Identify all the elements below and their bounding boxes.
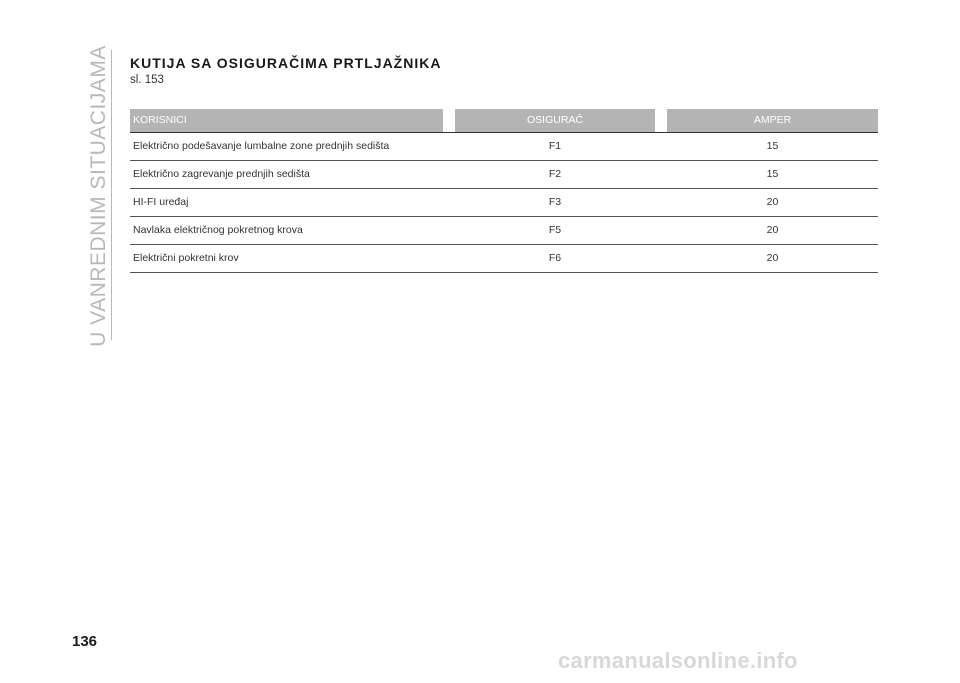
section-side-rule — [111, 50, 112, 340]
table-row — [130, 133, 878, 161]
cell-user: Električno podešavanje lumbalne zone prednjih sedišta — [133, 140, 390, 152]
cell-fuse: F2 — [548, 168, 562, 180]
page-title: KUTIJA SA OSIGURAČIMA PRTLJAŽNIKA — [130, 55, 442, 71]
table-row — [130, 189, 878, 217]
cell-user: HI-FI uređaj — [133, 196, 189, 208]
cell-amper: 15 — [766, 140, 779, 152]
cell-user: Navlaka električnog pokretnog krova — [133, 224, 303, 236]
header-spacer — [655, 109, 667, 132]
section-side-title-text: U VANREDNIM SITUACIJAMA — [87, 45, 111, 347]
cell-fuse: F1 — [548, 140, 562, 152]
cell-amper: 20 — [766, 224, 779, 236]
column-header-amper: AMPER — [667, 109, 878, 132]
fuse-table — [130, 109, 878, 273]
table-header — [130, 109, 878, 133]
section-side-title — [84, 45, 114, 347]
cell-user: Električno zagrevanje prednjih sedišta — [133, 168, 310, 180]
figure-reference: sl. 153 — [130, 74, 164, 86]
column-header-fuse: OSIGURAČ — [455, 109, 655, 132]
cell-amper: 20 — [766, 252, 779, 264]
watermark[interactable]: carmanualsonline.info — [558, 648, 798, 673]
header-spacer — [443, 109, 455, 132]
table-row — [130, 161, 878, 189]
cell-user: Električni pokretni krov — [133, 252, 239, 264]
cell-fuse: F5 — [548, 224, 562, 236]
page-number: 136 — [72, 633, 98, 650]
column-header-users: KORISNICI — [130, 109, 443, 132]
cell-amper: 20 — [766, 196, 779, 208]
cell-fuse: F3 — [548, 196, 562, 208]
cell-fuse: F6 — [548, 252, 562, 264]
table-row — [130, 217, 878, 245]
table-row — [130, 245, 878, 273]
cell-amper: 15 — [766, 168, 779, 180]
